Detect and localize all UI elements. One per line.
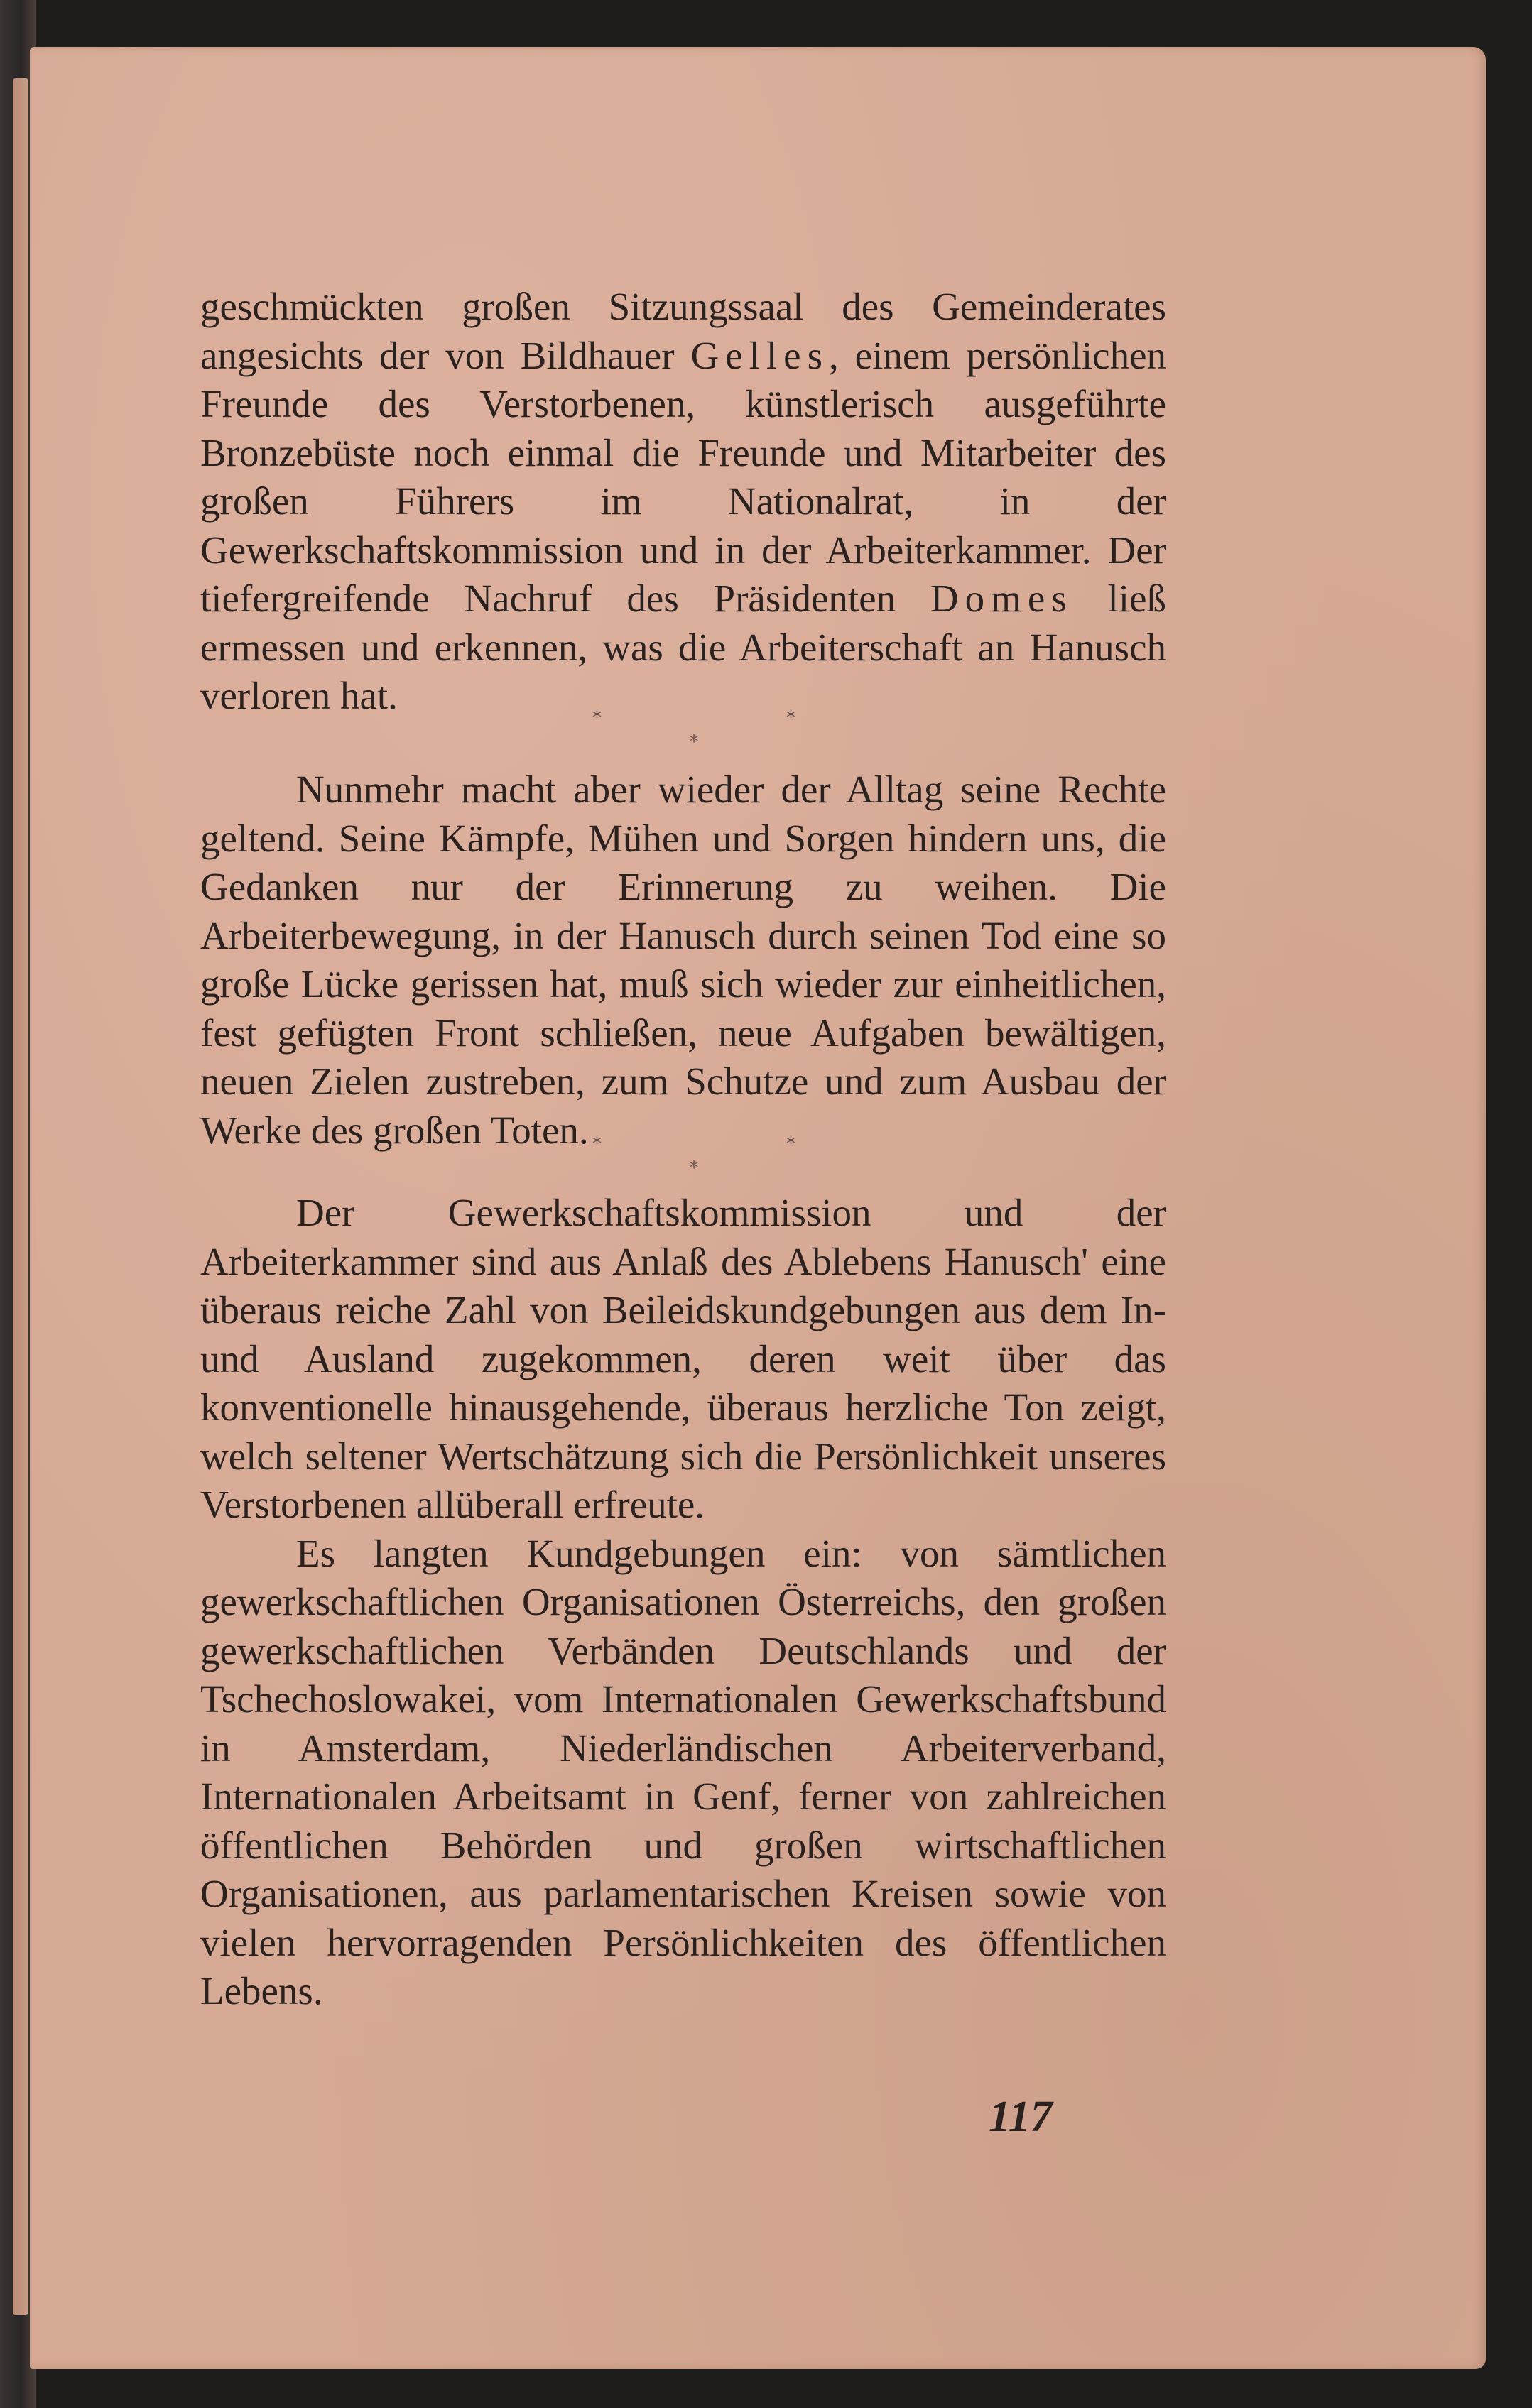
book-page	[30, 47, 1486, 2369]
paragraph-2	[200, 766, 1166, 1155]
paragraph-3-and-4	[200, 1189, 1166, 2016]
name-gelles: Gelles	[690, 333, 829, 377]
separator-2-top-row	[0, 1133, 1422, 1155]
paragraph-1-text	[200, 283, 1166, 721]
name-domes: Domes	[930, 577, 1073, 620]
asterisk-glyph: *	[592, 707, 786, 729]
paragraph-1	[200, 283, 1166, 721]
page-number: 117	[989, 2093, 1053, 2141]
section-separator-2	[0, 1133, 1422, 1179]
paragraph-4-text: Es langten Kundgebungen ein: von sämtlichen gewerkschaftlichen Organisationen Österreichs, den großen gewerkschaftlichen Verbänden Deutschlands und der Tschechoslowakei, vom Internationalen Gewerkschaftsbund in Amsterdam, Niederländischen Arbeiterverband, Internationalen Arbeitsamt in Genf, ferner von zahlreichen öffentlichen Behörden und großen wirtschaftlichen Organisationen, aus parlamentarischen Kreisen sowie von vielen hervorragenden Persönlichkeiten des öffentlichen Lebens.	[200, 1531, 1166, 2012]
asterisk-glyph: *	[786, 707, 980, 729]
paragraph-1-part-b: , einem persönlichen Freunde des Verstorbenen, künstlerisch ausgeführte Bronzebüste noch einmal die Freunde und Mitarbeiter des großen Führers im Nationalrat, in der Gewerkschaftskommission und in der Arbeiterkammer. Der tiefergreifende Nachruf des Präsidenten	[200, 333, 1167, 620]
separator-1-bottom-row	[0, 731, 1422, 753]
paragraph-2-text: Nunmehr macht aber wieder der Alltag seine Rechte geltend. Seine Kämpfe, Mühen und Sorgen hindern uns, die Gedanken nur der Erinnerung zu weihen. Die Arbeiterbewegung, in der Hanusch durch seinen Tod eine so große Lücke gerissen hat, muß sich wieder zur einheitlichen, fest gefügten Front schließen, neue Aufgaben bewältigen, neuen Zielen zustreben, zum Schutze und zum Ausbau der Werke des großen Toten.	[200, 768, 1166, 1152]
asterisk-glyph: *	[689, 1157, 699, 1179]
paragraph-3-text: Der Gewerkschaftskommission und der Arbeiterkammer sind aus Anlaß des Ablebens Hanusch' eine überaus reiche Zahl von Beileidskundgebungen aus dem In- und Ausland zugekommen, deren weit über das konventionelle hinausgehende, überaus herzliche Ton zeigt, welch seltener Wertschätzung sich die Persönlichkeit unseres Verstorbenen allüberall erfreute.	[200, 1191, 1166, 1526]
paragraph-1-part-c: ließ ermessen und erkennen, was die Arbeiterschaft an Hanusch verloren hat.	[200, 577, 1166, 717]
asterisk-glyph: *	[689, 731, 699, 753]
separator-2-bottom-row	[0, 1157, 1422, 1179]
separator-1-top-row	[0, 707, 1422, 729]
asterisk-glyph: *	[592, 1133, 786, 1155]
asterisk-glyph: *	[786, 1133, 980, 1155]
paragraph-1-part-a: geschmückten großen Sitzungssaal des Gemeinderates angesichts der von Bildhauer	[200, 285, 1166, 377]
section-separator-1	[0, 707, 1422, 753]
previous-page-edge	[13, 78, 28, 2315]
